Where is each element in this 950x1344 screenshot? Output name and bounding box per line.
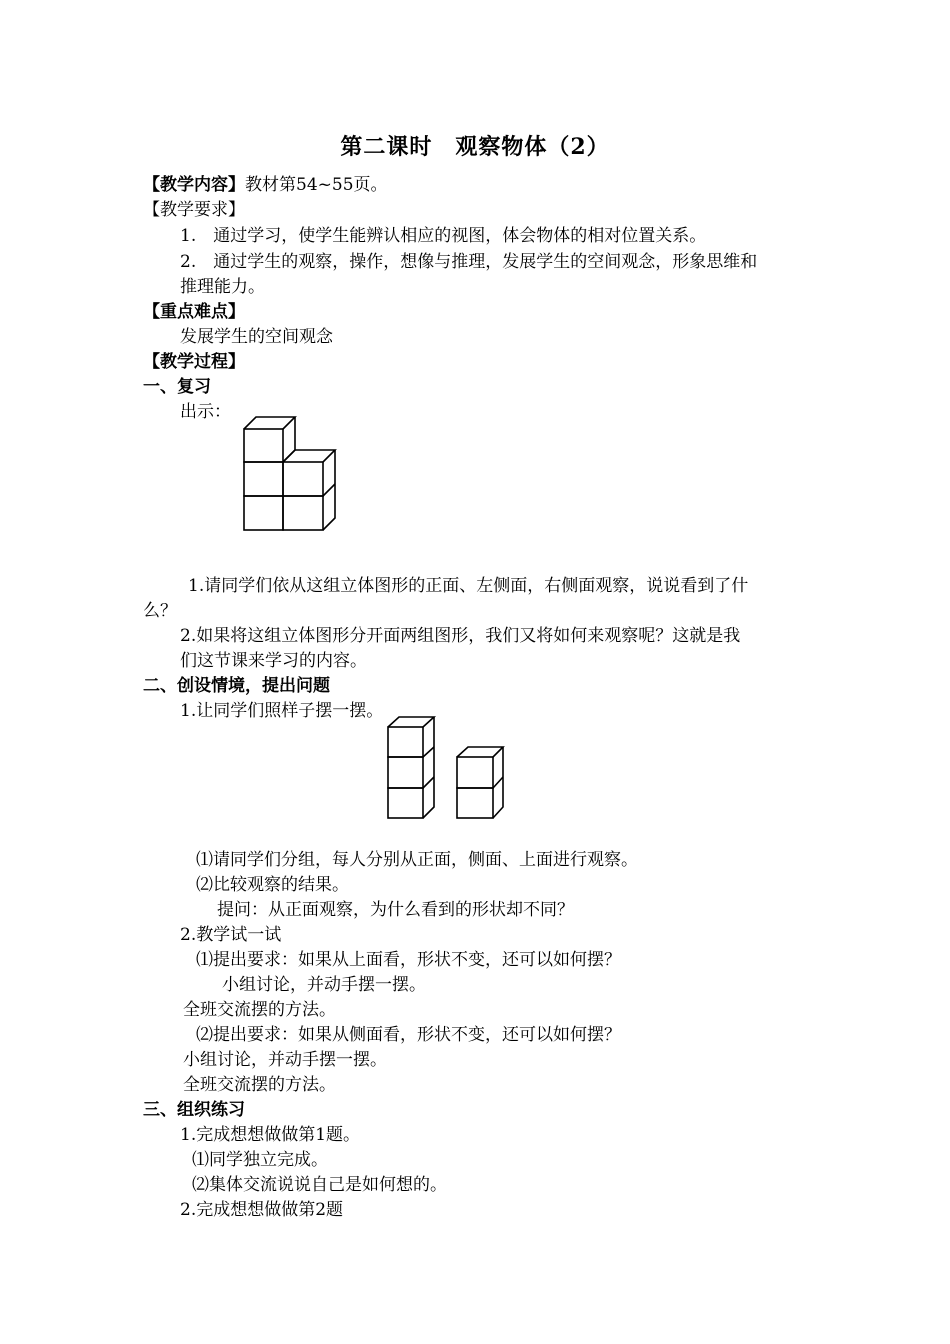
cube-edge bbox=[423, 777, 434, 788]
requirements-label: 【教学要求】 bbox=[143, 200, 245, 220]
cube-face bbox=[283, 462, 323, 496]
teaching-content-label: 【教学内容】 bbox=[143, 175, 245, 195]
exercise-1a: ⑴同学独立完成。 bbox=[192, 1150, 328, 1170]
exercise-1b: ⑵集体交流说说自己是如何想的。 bbox=[192, 1175, 447, 1195]
section-heading: 三、组织练习 bbox=[143, 1100, 245, 1120]
requirement-1-share: 全班交流摆的方法。 bbox=[183, 1000, 336, 1020]
cube-stack-figure bbox=[235, 412, 345, 537]
cube-face bbox=[244, 429, 283, 462]
section-heading: 一、复习 bbox=[143, 377, 211, 397]
step-1: 1.让同学们照样子摆一摆。 bbox=[180, 701, 384, 721]
cube-edge bbox=[244, 417, 295, 429]
requirement-1-discuss: 小组讨论，并动手摆一摆。 bbox=[222, 975, 426, 995]
step-2: 2.教学试一试 bbox=[180, 925, 282, 945]
exercise-1: 1.完成想想做做第1题。 bbox=[180, 1125, 361, 1145]
cube-edge bbox=[323, 484, 335, 496]
question-1b: 么？ bbox=[143, 601, 177, 621]
point-2: ⑵比较观察的结果。 bbox=[196, 875, 349, 895]
teaching-content-text: 教材第54~55页。 bbox=[245, 175, 388, 195]
cube-face bbox=[388, 757, 423, 788]
process-label: 【教学过程】 bbox=[143, 352, 245, 372]
cube-edge bbox=[493, 777, 503, 788]
requirement-item: 推理能力。 bbox=[180, 277, 265, 297]
cube-face bbox=[244, 496, 283, 530]
requirement-item: 1. 通过学习，使学生能辨认相应的视图，体会物体的相对位置关系。 bbox=[180, 226, 707, 246]
question-ask: 提问：从正面观察，为什么看到的形状却不同？ bbox=[217, 900, 574, 920]
question-2a: 2.如果将这组立体图形分开面两组图形，我们又将如何来观察呢？这就是我 bbox=[180, 626, 741, 646]
requirement-1: ⑴提出要求：如果从上面看，形状不变，还可以如何摆？ bbox=[196, 950, 621, 970]
cube-edge bbox=[388, 717, 434, 727]
page-title: 第二课时 观察物体（2） bbox=[340, 134, 610, 160]
section-heading: 二、创设情境，提出问题 bbox=[143, 676, 330, 696]
cube-towers-figure bbox=[380, 712, 510, 822]
cube-face bbox=[283, 496, 323, 530]
point-1: ⑴请同学们分组，每人分别从正面，侧面、上面进行观察。 bbox=[196, 850, 638, 870]
requirement-2-share: 全班交流摆的方法。 bbox=[183, 1075, 336, 1095]
cube-face bbox=[244, 462, 283, 496]
question-1a: 1.请同学们依从这组立体图形的正面、左侧面，右侧面观察，说说看到了什 bbox=[188, 576, 749, 596]
cube-edge bbox=[423, 747, 434, 757]
cube-face bbox=[457, 788, 493, 818]
key-points-text: 发展学生的空间观念 bbox=[180, 327, 333, 347]
requirement-2: ⑵提出要求：如果从侧面看，形状不变，还可以如何摆？ bbox=[196, 1025, 621, 1045]
show-label: 出示： bbox=[180, 402, 231, 422]
teaching-content bbox=[143, 173, 388, 197]
question-2b: 们这节课来学习的内容。 bbox=[180, 651, 367, 671]
key-points-label: 【重点难点】 bbox=[143, 302, 245, 322]
cube-edge bbox=[283, 450, 335, 462]
cube-face bbox=[457, 757, 493, 788]
cube-edge bbox=[423, 717, 434, 818]
cube-face bbox=[388, 788, 423, 818]
cube-face bbox=[388, 727, 423, 757]
cube-edge bbox=[457, 747, 503, 757]
requirement-item: 2. 通过学生的观察，操作，想像与推理，发展学生的空间观念，形象思维和 bbox=[180, 252, 758, 272]
requirement-2-discuss: 小组讨论，并动手摆一摆。 bbox=[183, 1050, 387, 1070]
exercise-2: 2.完成想想做做第2题 bbox=[180, 1200, 344, 1220]
